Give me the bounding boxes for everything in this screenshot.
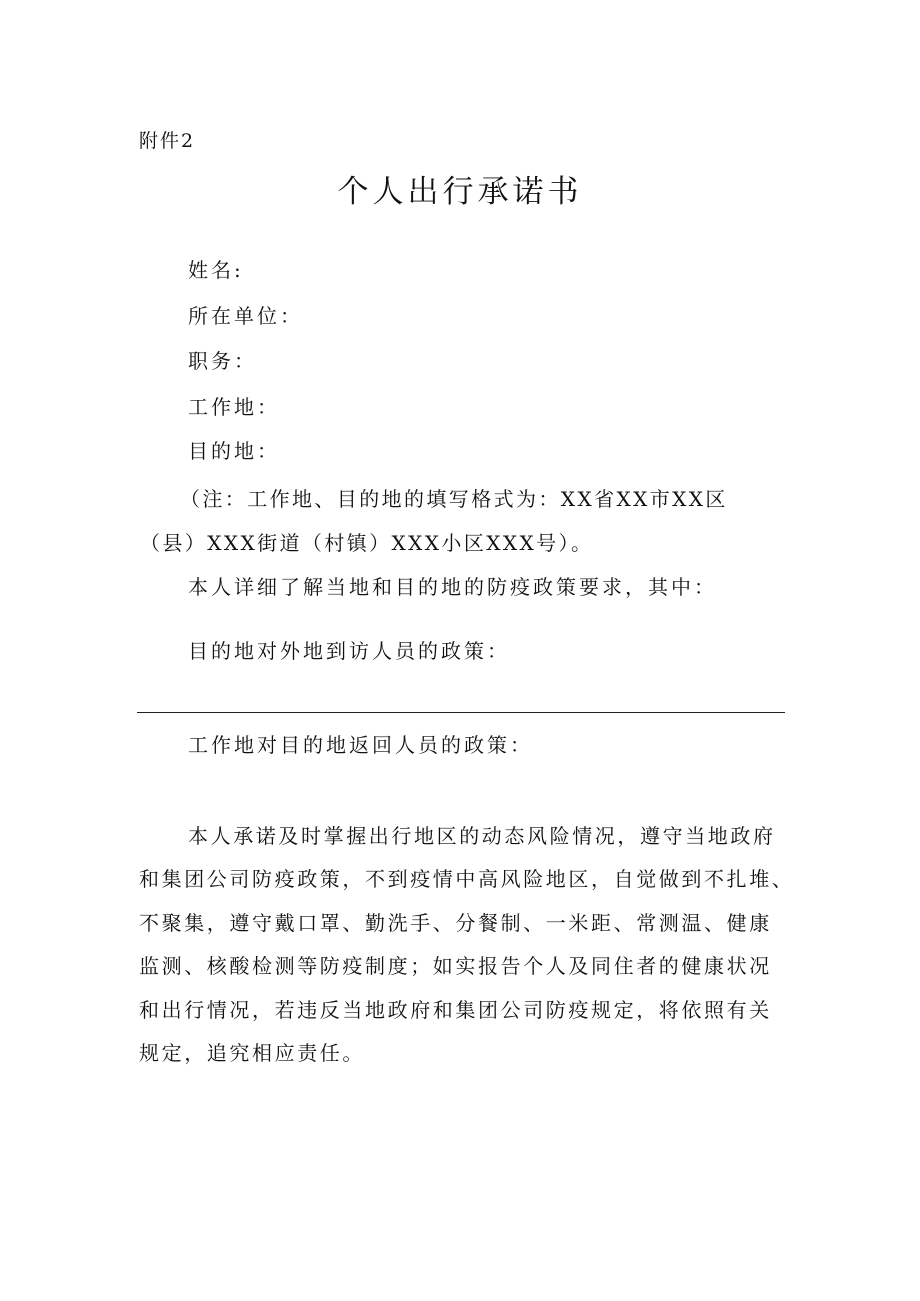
unit-fill-line [308, 324, 666, 354]
destination-label: 目的地： [188, 439, 280, 463]
position-label: 职务： [188, 349, 257, 373]
commitment-line-3: 不聚集，遵守戴口罩、勤洗手、分餐制、一米距、常测温、健康 [139, 910, 772, 935]
commitment-paragraph [139, 815, 795, 1075]
document-title: 个人出行承诺书 [337, 174, 583, 210]
unit-field [188, 299, 303, 329]
name-label: 姓名: [188, 258, 244, 282]
note-line-1: （注：工作地、目的地的填写格式为：XX省XX市XX区 [180, 487, 728, 511]
name-field [188, 253, 244, 283]
commitment-line-1: 本人承诺及时掌握出行地区的动态风险情况，遵守当地政府 [188, 824, 776, 848]
name-fill-line [250, 278, 666, 308]
policy-intro: 本人详细了解当地和目的地的防疫政策要求，其中： [188, 575, 717, 599]
workplace-field [188, 390, 280, 420]
workplace-policy-label: 工作地对目的地返回人员的政策： [188, 733, 533, 757]
workplace-fill-line [286, 414, 666, 444]
position-fill-line [262, 369, 666, 399]
commitment-line-6: 规定，追究相应责任。 [139, 1041, 365, 1066]
unit-label: 所在单位： [188, 304, 303, 328]
note-line-2: （县）XXX街道（村镇）XXX小区XXX号）。 [140, 531, 594, 555]
workplace-label: 工作地： [188, 395, 280, 419]
destination-field [188, 434, 280, 464]
commitment-line-5: 和出行情况，若违反当地政府和集团公司防疫规定，将依照有关 [139, 997, 772, 1022]
position-field [188, 344, 257, 374]
attachment-label: 附件2 [139, 130, 196, 152]
commitment-line-4: 监测、核酸检测等防疫制度；如实报告个人及同住者的健康状况 [139, 954, 772, 979]
commitment-line-2: 和集团公司防疫政策，不到疫情中高风险地区，自觉做到不扎堆、 [139, 867, 795, 892]
destination-policy-fill-line [137, 712, 785, 713]
destination-policy-label: 目的地对外地到访人员的政策： [188, 639, 510, 663]
